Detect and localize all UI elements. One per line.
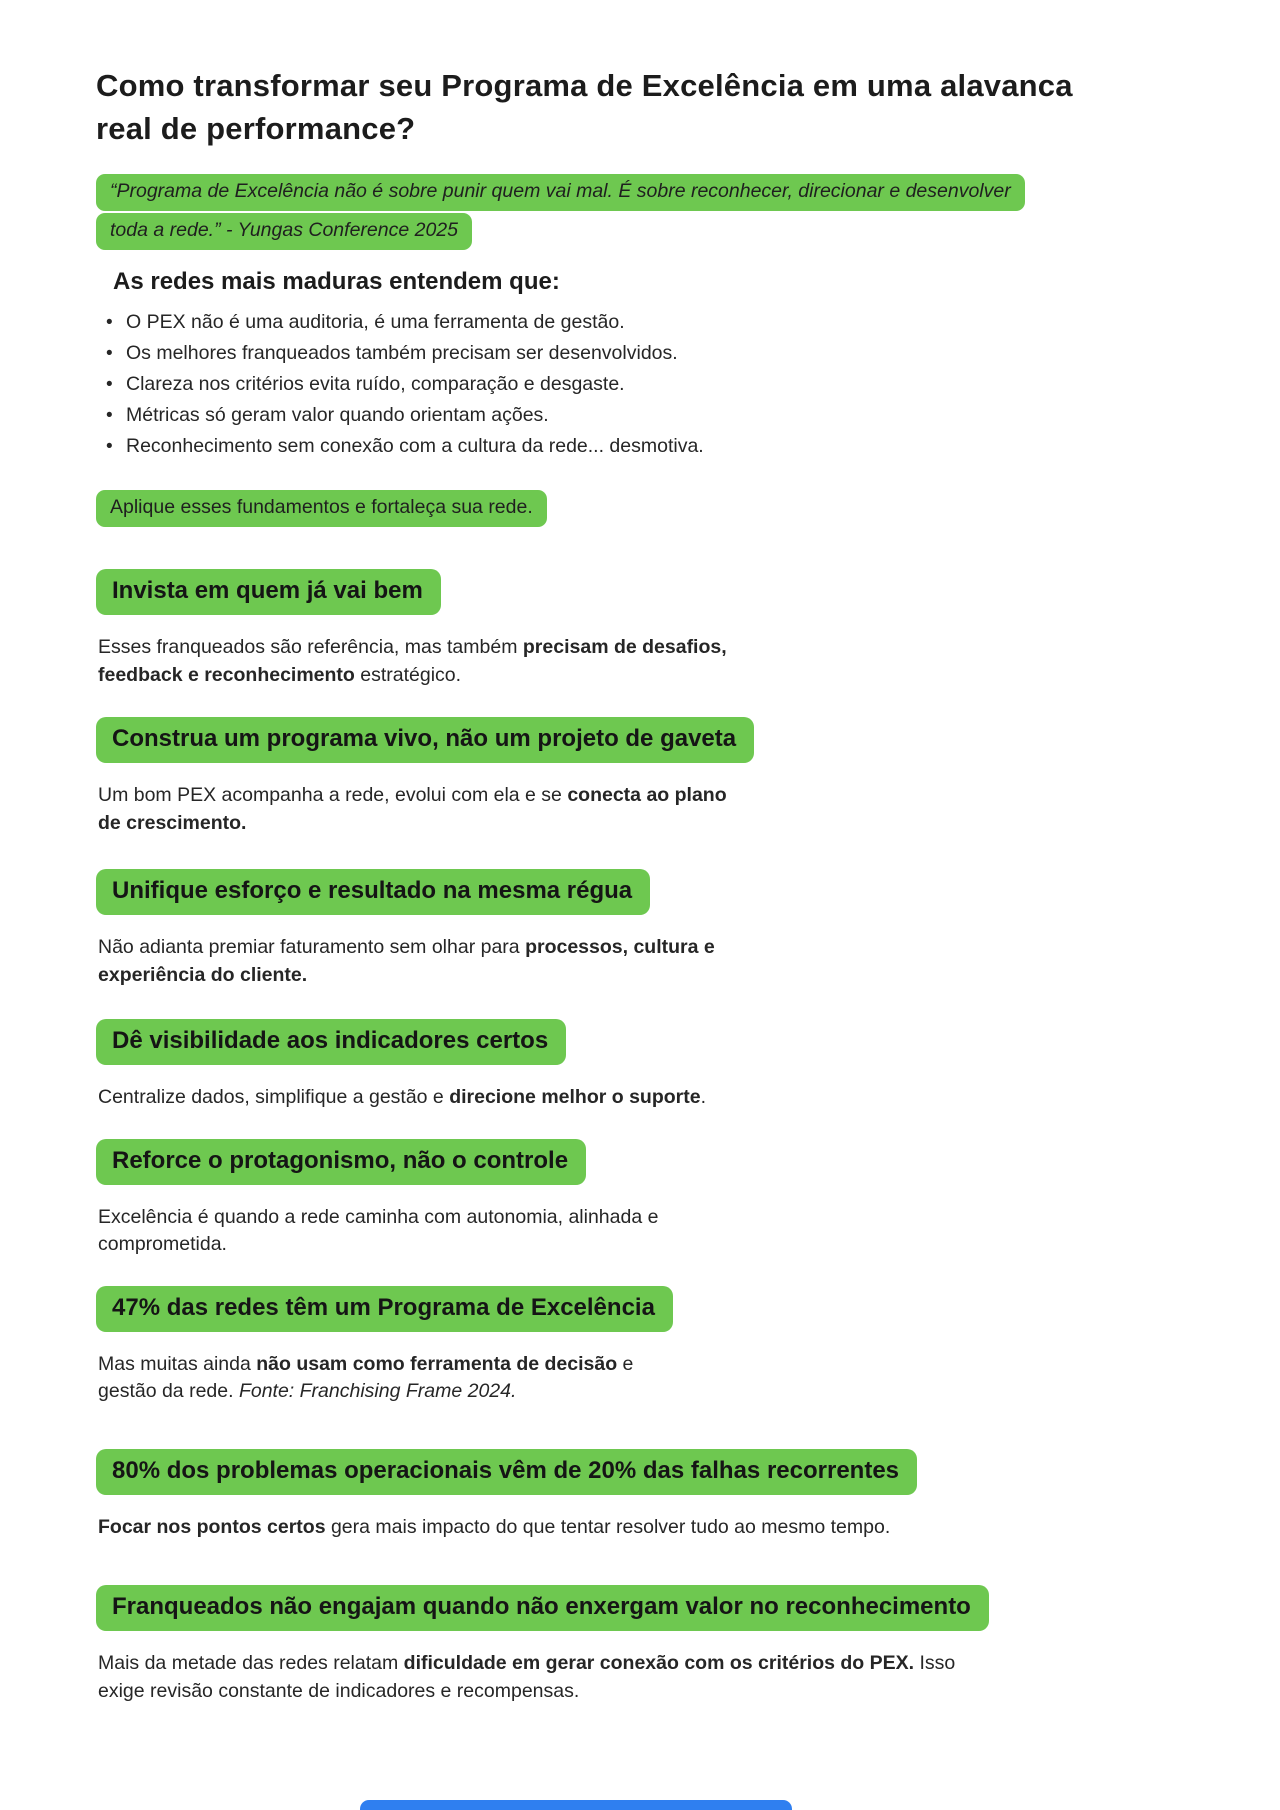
section-heading: [96, 1139, 1190, 1185]
text-segment: estratégico.: [354, 663, 462, 686]
list-item: • Os melhores franqueados também precisam ser desenvolvidos.: [96, 338, 1190, 369]
text-line: [98, 1678, 1190, 1706]
text-segment: Mas muitas ainda: [98, 1352, 257, 1375]
list-item: • Reconhecimento sem conexão com a cultura da rede... desmotiva.: [96, 431, 1190, 462]
section-construa: [96, 717, 1190, 837]
section-engajamento: [96, 1585, 1190, 1705]
text-line: [98, 1650, 1190, 1678]
section-visibilidade: [96, 1019, 1190, 1112]
text-segment: processos, cultura e: [525, 936, 715, 958]
section-heading-highlight: 80% dos problemas operacionais vêm de 20% das falhas recorrentes: [96, 1449, 917, 1495]
section-body: [98, 1084, 1190, 1112]
section-unifique: [96, 869, 1190, 989]
clipped-blue-highlight-bar: [360, 1800, 792, 1810]
page-title: [96, 64, 1190, 150]
section-body: [98, 634, 1190, 689]
section-heading: [96, 1449, 1190, 1495]
text-segment: .: [700, 1086, 707, 1108]
text-segment: Fonte: Franchising Frame 2024.: [238, 1380, 517, 1402]
list-item: • Clareza nos critérios evita ruído, comparação e desgaste.: [96, 369, 1190, 400]
text-line: [98, 782, 1190, 810]
section-heading: [96, 1286, 1190, 1332]
text-line: [98, 934, 1190, 962]
section-heading-highlight: Invista em quem já vai bem: [96, 569, 441, 615]
text-line: [98, 1351, 1190, 1379]
section-heading-highlight: Franqueados não engajam quando não enxergam valor no reconhecimento: [96, 1585, 989, 1631]
section-protagonismo: [96, 1139, 1190, 1259]
text-segment: Excelência é quando a rede caminha com autonomia, alinhada e: [98, 1205, 659, 1228]
maturity-bullet-list: [96, 307, 1190, 462]
text-segment: conecta ao plano: [567, 784, 727, 806]
text-segment: dificuldade em gerar conexão com os critérios do PEX.: [403, 1652, 915, 1674]
section-body: [98, 934, 1190, 989]
text-segment: comprometida.: [98, 1233, 227, 1255]
text-segment: não usam como ferramenta de decisão: [256, 1352, 618, 1375]
section-body: [98, 782, 1190, 837]
title-line-2: real de performance?: [96, 111, 416, 146]
text-segment: Mais da metade das redes relatam: [98, 1652, 404, 1674]
section-heading: [96, 1585, 1190, 1631]
text-segment: feedback e reconhecimento: [98, 663, 355, 686]
quote-block: [96, 174, 1190, 252]
section-heading: [96, 869, 1190, 915]
section-47-por-cento: [96, 1286, 1190, 1406]
list-item: • Métricas só geram valor quando orientam ações.: [96, 400, 1190, 431]
text-segment: Não adianta premiar faturamento sem olhar para: [98, 936, 526, 958]
text-line: [98, 634, 1190, 662]
quote-highlight-line-1: “Programa de Excelência não é sobre punir quem vai mal. É sobre reconhecer, direcionar e desenvolver: [96, 174, 1025, 211]
section-heading: [96, 1019, 1190, 1065]
section-heading: [96, 717, 1190, 763]
section-heading-highlight: Reforce o protagonismo, não o controle: [96, 1139, 586, 1185]
text-segment: gestão da rede.: [98, 1380, 239, 1402]
text-segment: exige revisão constante de indicadores e recompensas.: [98, 1679, 580, 1702]
text-segment: experiência do cliente.: [98, 963, 308, 986]
text-segment: e: [617, 1352, 634, 1375]
cta-line: [96, 490, 1190, 527]
title-line-1: Como transformar seu Programa de Excelência em uma alavanca: [96, 68, 1073, 103]
text-line: [98, 1378, 1190, 1406]
text-line: [98, 662, 1190, 690]
text-segment: Um bom PEX acompanha a rede, evolui com ela e se: [98, 784, 568, 806]
quote-highlight-line-2: toda a rede.” - Yungas Conference 2025: [96, 213, 472, 250]
text-segment: de crescimento.: [98, 811, 247, 834]
text-line: [98, 962, 1190, 990]
section-80-20: [96, 1449, 1190, 1542]
text-segment: Esses franqueados são referência, mas também: [98, 636, 523, 658]
section-body: [98, 1514, 1190, 1542]
text-line: [98, 1231, 1190, 1259]
text-segment: direcione melhor o suporte: [449, 1086, 701, 1108]
text-segment: precisam de desafios,: [522, 636, 727, 658]
text-segment: Focar nos pontos certos: [98, 1515, 326, 1538]
section-heading-highlight: 47% das redes têm um Programa de Excelência: [96, 1286, 673, 1332]
text-segment: Isso: [914, 1652, 956, 1674]
cta-highlight: Aplique esses fundamentos e fortaleça sua rede.: [96, 490, 547, 527]
text-line: [98, 1514, 1190, 1542]
text-line: [98, 1084, 1190, 1112]
section-body: [98, 1204, 1190, 1259]
text-segment: Centralize dados, simplifique a gestão e: [98, 1086, 450, 1108]
text-segment: gera mais impacto do que tentar resolver tudo ao mesmo tempo.: [325, 1515, 891, 1538]
section-invista: [96, 569, 1190, 689]
section-heading-highlight: Unifique esforço e resultado na mesma régua: [96, 869, 650, 915]
section-heading-highlight: Dê visibilidade aos indicadores certos: [96, 1019, 566, 1065]
section-heading: [96, 569, 1190, 615]
section-heading-highlight: Construa um programa vivo, não um projeto de gaveta: [96, 717, 754, 763]
section-body: [98, 1650, 1190, 1705]
section-body: [98, 1351, 1190, 1406]
maturity-heading: As redes mais maduras entendem que:: [113, 268, 560, 295]
list-item: • O PEX não é uma auditoria, é uma ferramenta de gestão.: [96, 307, 1190, 338]
text-line: [98, 810, 1190, 838]
text-line: [98, 1204, 1190, 1232]
